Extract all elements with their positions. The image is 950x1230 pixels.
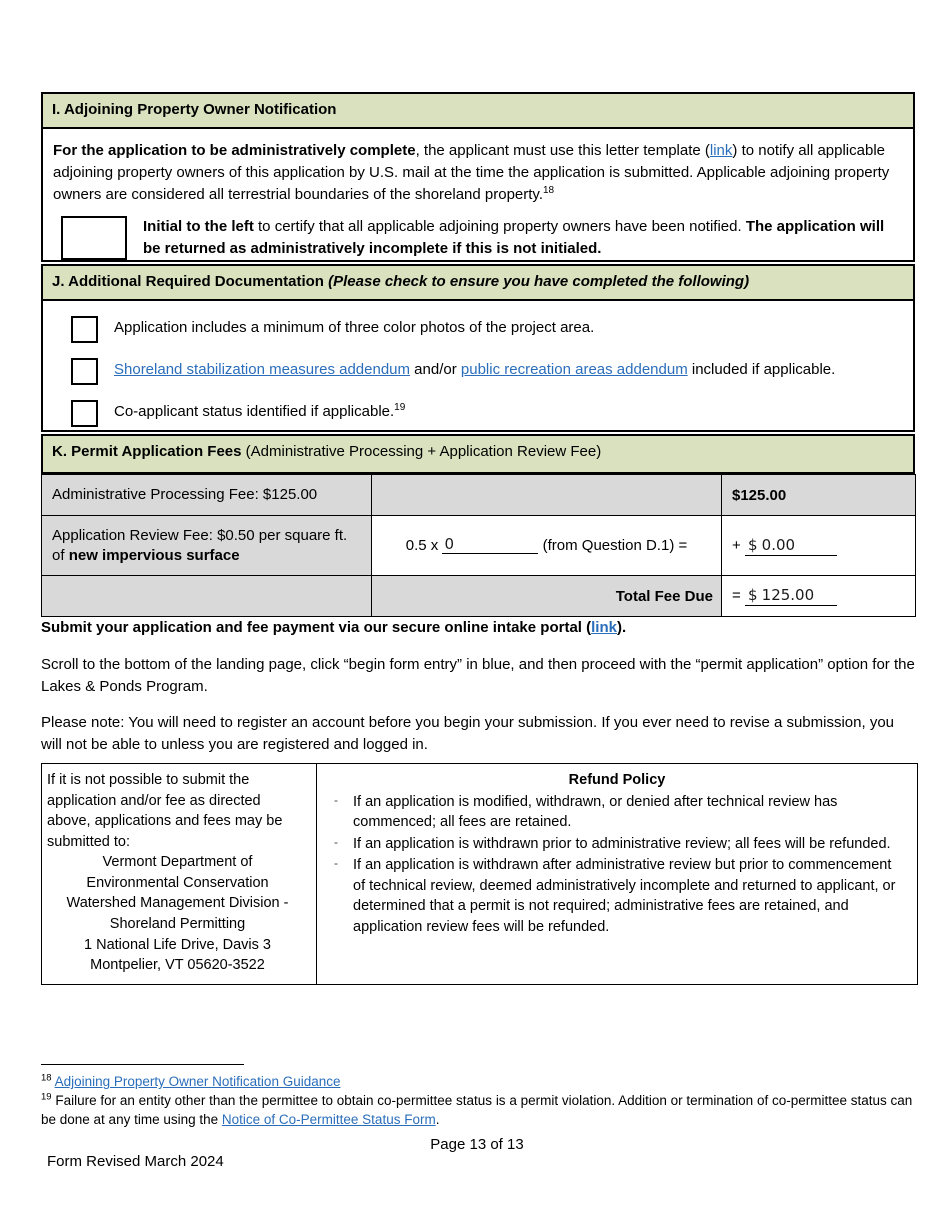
address-line-3: Watershed Management Division - (66, 895, 289, 912)
refund-policy-item (327, 855, 907, 937)
total-amount-input[interactable] (745, 586, 837, 606)
address-intro-text: If it is not possible to submit the application and/or fee as directed above, applications and fees may be submitted to: (47, 772, 283, 850)
section-i-container (41, 92, 915, 262)
section-i-mid-1: , the applicant must use this letter template ( (415, 142, 710, 159)
shoreland-stabilization-addendum-link[interactable]: Shoreland stabilization measures addendum (114, 361, 411, 378)
submission-instructions (41, 617, 917, 756)
addenda-mid-text: and/or (410, 361, 461, 378)
form-revision-date: Form Revised March 2024 (47, 1153, 224, 1170)
initial-certification-row (53, 216, 902, 260)
submission-tail: ). (616, 619, 627, 636)
letter-template-link[interactable]: link (709, 142, 733, 159)
section-k-heading-light: (Administrative Processing + Application Review Fee) (245, 443, 602, 460)
fee-table (41, 474, 916, 617)
fee-label-review (42, 516, 372, 576)
fee-row-total (42, 576, 916, 617)
dash-bullet-icon: - (334, 792, 338, 807)
checklist-item-photos (53, 315, 902, 343)
submission-bold-lead: Submit your application and fee payment via our secure online intake portal ( (41, 619, 592, 636)
mailing-address-cell (42, 764, 317, 985)
initial-instruction-text (143, 216, 902, 260)
refund-policy-list (327, 792, 907, 938)
section-k-heading-bold: K. Permit Application Fees (52, 443, 246, 460)
section-j-container (41, 264, 915, 432)
public-recreation-areas-addendum-link[interactable]: public recreation areas addendum (460, 361, 688, 378)
refund-policy-table (41, 763, 918, 985)
footnote-19-text-2: . (435, 1112, 440, 1128)
refund-policy-item-text: If an application is withdrawn after administrative review but prior to commencement of technical review, deemed administratively incomplete and returned to applicant, or determined that a permit is not required; administrative fees are retained, and application review fees will be refunded. (353, 857, 896, 936)
section-j-heading-bold: J. Additional Required Documentation (52, 273, 329, 290)
review-amount-input[interactable] (745, 536, 837, 556)
fee-row-review (42, 516, 916, 576)
notice-of-copermittee-status-form-link[interactable]: Notice of Co-Permittee Status Form (221, 1112, 436, 1128)
review-label-bold: new impervious surface (68, 546, 240, 564)
fee-calc-review (372, 516, 722, 576)
submission-line-1 (41, 617, 917, 639)
refund-policy-cell (317, 764, 918, 985)
impervious-surface-input[interactable] (442, 535, 538, 554)
page-number: Page 13 of 13 (430, 1136, 524, 1153)
address-line-5: 1 National Life Drive, Davis 3 (84, 936, 271, 953)
section-i-body (43, 129, 913, 270)
footnotes-block (41, 1072, 913, 1129)
fee-calc-admin (372, 475, 722, 516)
fee-amount-total (722, 576, 916, 617)
footnote-ref-19: 19 (394, 402, 406, 413)
refund-policy-item-text: If an application is modified, withdrawn, or denied after technical review has commenced; all fees are retained. (353, 793, 838, 831)
initial-bold-lead: Initial to the left (143, 218, 254, 236)
section-i-mid-2: ) to notify all applicable adjoining property owners of this application by U.S. mail at the time the application is submitted. Applicable adjoining property owners are considered all terrestrial boundaries of the shoreland property. (53, 142, 890, 204)
refund-table-row (42, 764, 918, 985)
section-k-heading (41, 434, 915, 474)
total-operator: = (732, 587, 741, 604)
section-i-heading (43, 94, 913, 129)
checklist-label-photos: Application includes a minimum of three color photos of the project area. (114, 319, 595, 336)
address-line-2: Environmental Conservation (86, 874, 269, 891)
refund-policy-item-text: If an application is withdrawn prior to administrative review; all fees will be refunded. (353, 835, 891, 852)
dash-bullet-icon: - (334, 856, 338, 871)
section-j-heading (43, 266, 913, 301)
section-k-container (41, 434, 915, 616)
total-amount-value: 125.00 (761, 586, 815, 604)
section-j-heading-italic: (Please check to ensure you have completed the following) (328, 273, 750, 290)
fee-label-total-blank (42, 576, 372, 617)
fee-amount-review (722, 516, 916, 576)
refund-policy-title: Refund Policy (568, 772, 666, 788)
review-amount-value: 0.00 (761, 535, 796, 554)
checklist-item-addenda (53, 357, 902, 385)
fee-amount-admin: $125.00 (722, 475, 916, 516)
addenda-tail-text: included if applicable. (687, 361, 836, 378)
checkbox-photos[interactable] (71, 316, 98, 343)
section-i-heading-text: I. Adjoining Property Owner Notification (52, 101, 337, 118)
footnote-18-marker: 18 (41, 1072, 52, 1084)
checklist-item-coapplicant (53, 399, 902, 427)
address-line-6: Montpelier, VT 05620-3522 (90, 957, 265, 974)
submission-paragraph-2: Scroll to the bottom of the landing page, click “begin form entry” in blue, and then proceed with the “permit application” option for the Lakes & Ponds Program. (41, 655, 915, 695)
impervious-surface-value: 0 (444, 535, 454, 553)
footnote-19 (41, 1091, 913, 1129)
review-currency: $ (747, 535, 758, 554)
fee-row-admin (42, 475, 916, 516)
address-line-1: Vermont Department of (102, 854, 253, 871)
section-j-body (43, 301, 913, 439)
total-currency: $ (747, 586, 758, 604)
address-line-4: Shoreland Permitting (109, 916, 246, 933)
initial-box[interactable] (61, 216, 127, 260)
total-fee-due-label: Total Fee Due (372, 576, 722, 617)
section-i-paragraph (53, 140, 902, 206)
checklist-label-addenda (114, 357, 835, 380)
coapplicant-text: Co-applicant status identified if applicable. (114, 403, 395, 420)
fee-label-admin: Administrative Processing Fee: $125.00 (42, 475, 372, 516)
adjoining-property-owner-guidance-link[interactable]: Adjoining Property Owner Notification Guidance (54, 1074, 341, 1089)
initial-mid-text: to certify that all applicable adjoining property owners have been notified. (253, 218, 746, 236)
submission-paragraph-3: Please note: You will need to register an account before you begin your submission. If you ever need to revise a submission, you will not be able to unless you are registered and logged in. (41, 714, 895, 753)
footnote-ref-18: 18 (543, 185, 555, 197)
footnote-19-marker: 19 (41, 1091, 52, 1103)
checkbox-addenda[interactable] (71, 358, 98, 385)
footnote-19-text-1: Failure for an entity other than the permittee to obtain co-permittee status is a permit violation. Addition or termination of co-permittee status can be done at any time using the (41, 1093, 913, 1128)
footnote-separator-rule (41, 1064, 244, 1065)
refund-policy-item (327, 834, 907, 855)
calc-prefix: 0.5 x (405, 537, 439, 554)
intake-portal-link[interactable]: link (591, 619, 617, 636)
section-i-lead-bold: For the application to be administratively complete (53, 142, 416, 159)
footnote-18 (41, 1072, 913, 1091)
checkbox-coapplicant[interactable] (71, 400, 98, 427)
review-operator: + (732, 536, 741, 554)
review-label-plain: Application Review Fee: $0.50 per square ft. of (52, 527, 348, 564)
checklist-label-coapplicant (114, 399, 405, 422)
refund-policy-item (327, 792, 907, 833)
initial-bold-warning: The application will be returned as administratively incomplete if this is not initialed. (143, 218, 885, 257)
calc-suffix: (from Question D.1) = (542, 537, 688, 554)
dash-bullet-icon: - (334, 834, 338, 849)
